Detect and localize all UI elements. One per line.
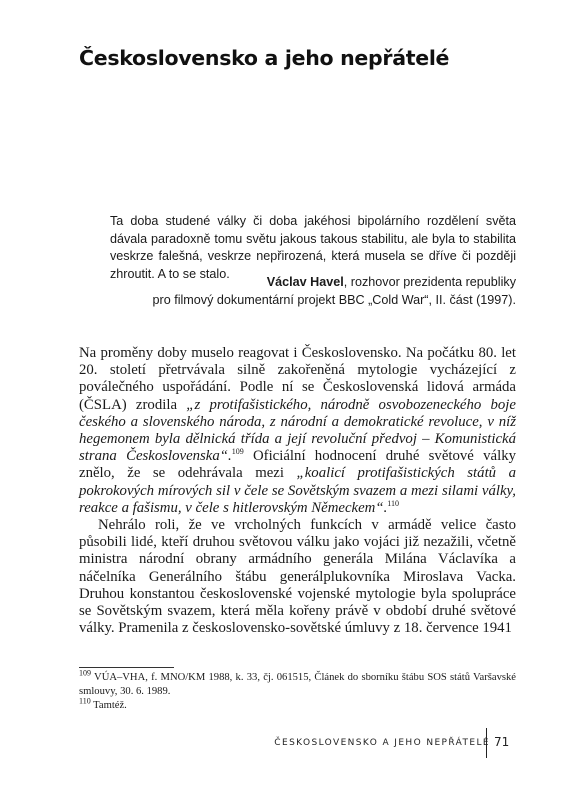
footnote-110 [79, 696, 516, 713]
attribution-line-1 [110, 274, 516, 292]
quote-ww2-evaluation: „koalicí protifašistických států a pokrokových mírových sil v čele se Sovětským svazem a mezi silami války, reakce a fašismu, v čele s hitlerovským Německem“. [79, 465, 517, 516]
page-number: 71 [494, 735, 510, 749]
chapter-title: Československo a jeho nepřátelé [79, 46, 450, 70]
footnote-text: VÚA–VHA, f. MNO/KM 1988, k. 33, čj. 061515, Článek do sborníku štábu SOS států Varšavské smlouvy, 30. 6. 1989. [79, 672, 516, 697]
folio-divider [486, 728, 487, 758]
paragraph-1-text-a: Na proměny doby muselo reagovat i Československo. Na počátku 80. let 20. století přetrvávala silně zakořeněná mytologie vycházející z poválečného uspořádání. Podle ní se Československá lidová armáda (ČSLA) zrodila [79, 345, 516, 413]
epigraph-quote: Ta doba studené války či doba jakéhosi bipolárního rozdělení světa dávala paradoxně tomu světu jakous takous stabilitu, ale byla to stabilita veskrze falešná, veskrze nepřirozená, která musela se dříve či později zhroutit. A to se stalo. [110, 214, 516, 281]
running-head: ČESKOSLOVENSKO A JEHO NEPŘÁTELÉ [274, 738, 490, 748]
footnote-number: 109 [79, 668, 91, 678]
attribution-line-2: pro filmový dokumentární projekt BBC „Cold War“, II. část (1997). [152, 292, 516, 307]
footnote-text: Tamtéž. [90, 700, 127, 711]
footnote-ref-110[interactable]: 110 [387, 498, 399, 508]
paragraph-1 [79, 345, 516, 517]
paragraph-2: Nehrálo roli, že ve vrcholných funkcích v armádě velice často působili lidé, kteří druhou světovou válku jako vojáci již nezažili, včetně ministra národní obrany armádního generála Milána Václavíka a náčelníka Generálního štábu generálplukovníka Miroslava Vacka. Druhou konstantou československé vojenské mytologie byla spolupráce se Sovětským svazem, která měla kořeny právě v období druhé světové války. Pramenila z československo-sovětské úmluvy z 18. července 1941 [79, 517, 516, 637]
paragraph-1-text-b: Oficiální hodnocení druhé světové války znělo, že se odehrávala mezi [79, 448, 516, 482]
footnote-109 [79, 668, 516, 699]
attribution-source: , rozhovor prezidenta republiky [343, 275, 516, 289]
epigraph-author: Václav Havel [266, 275, 344, 289]
quote-ousla-origin: „z protifašistického, národně osvobozeneckého boje českého a slovenského národa, z národní a demokratické revoluce, v níž hegemonem byla dělnická třída a její revoluční předvoj – Komunistická strana Československa“. [79, 396, 516, 465]
epigraph-attribution [110, 274, 516, 309]
footnote-ref-109[interactable]: 109 [231, 447, 244, 457]
main-text [79, 345, 516, 637]
footnotes [79, 668, 516, 713]
footnote-divider [79, 667, 174, 668]
footnote-number: 110 [79, 696, 91, 706]
